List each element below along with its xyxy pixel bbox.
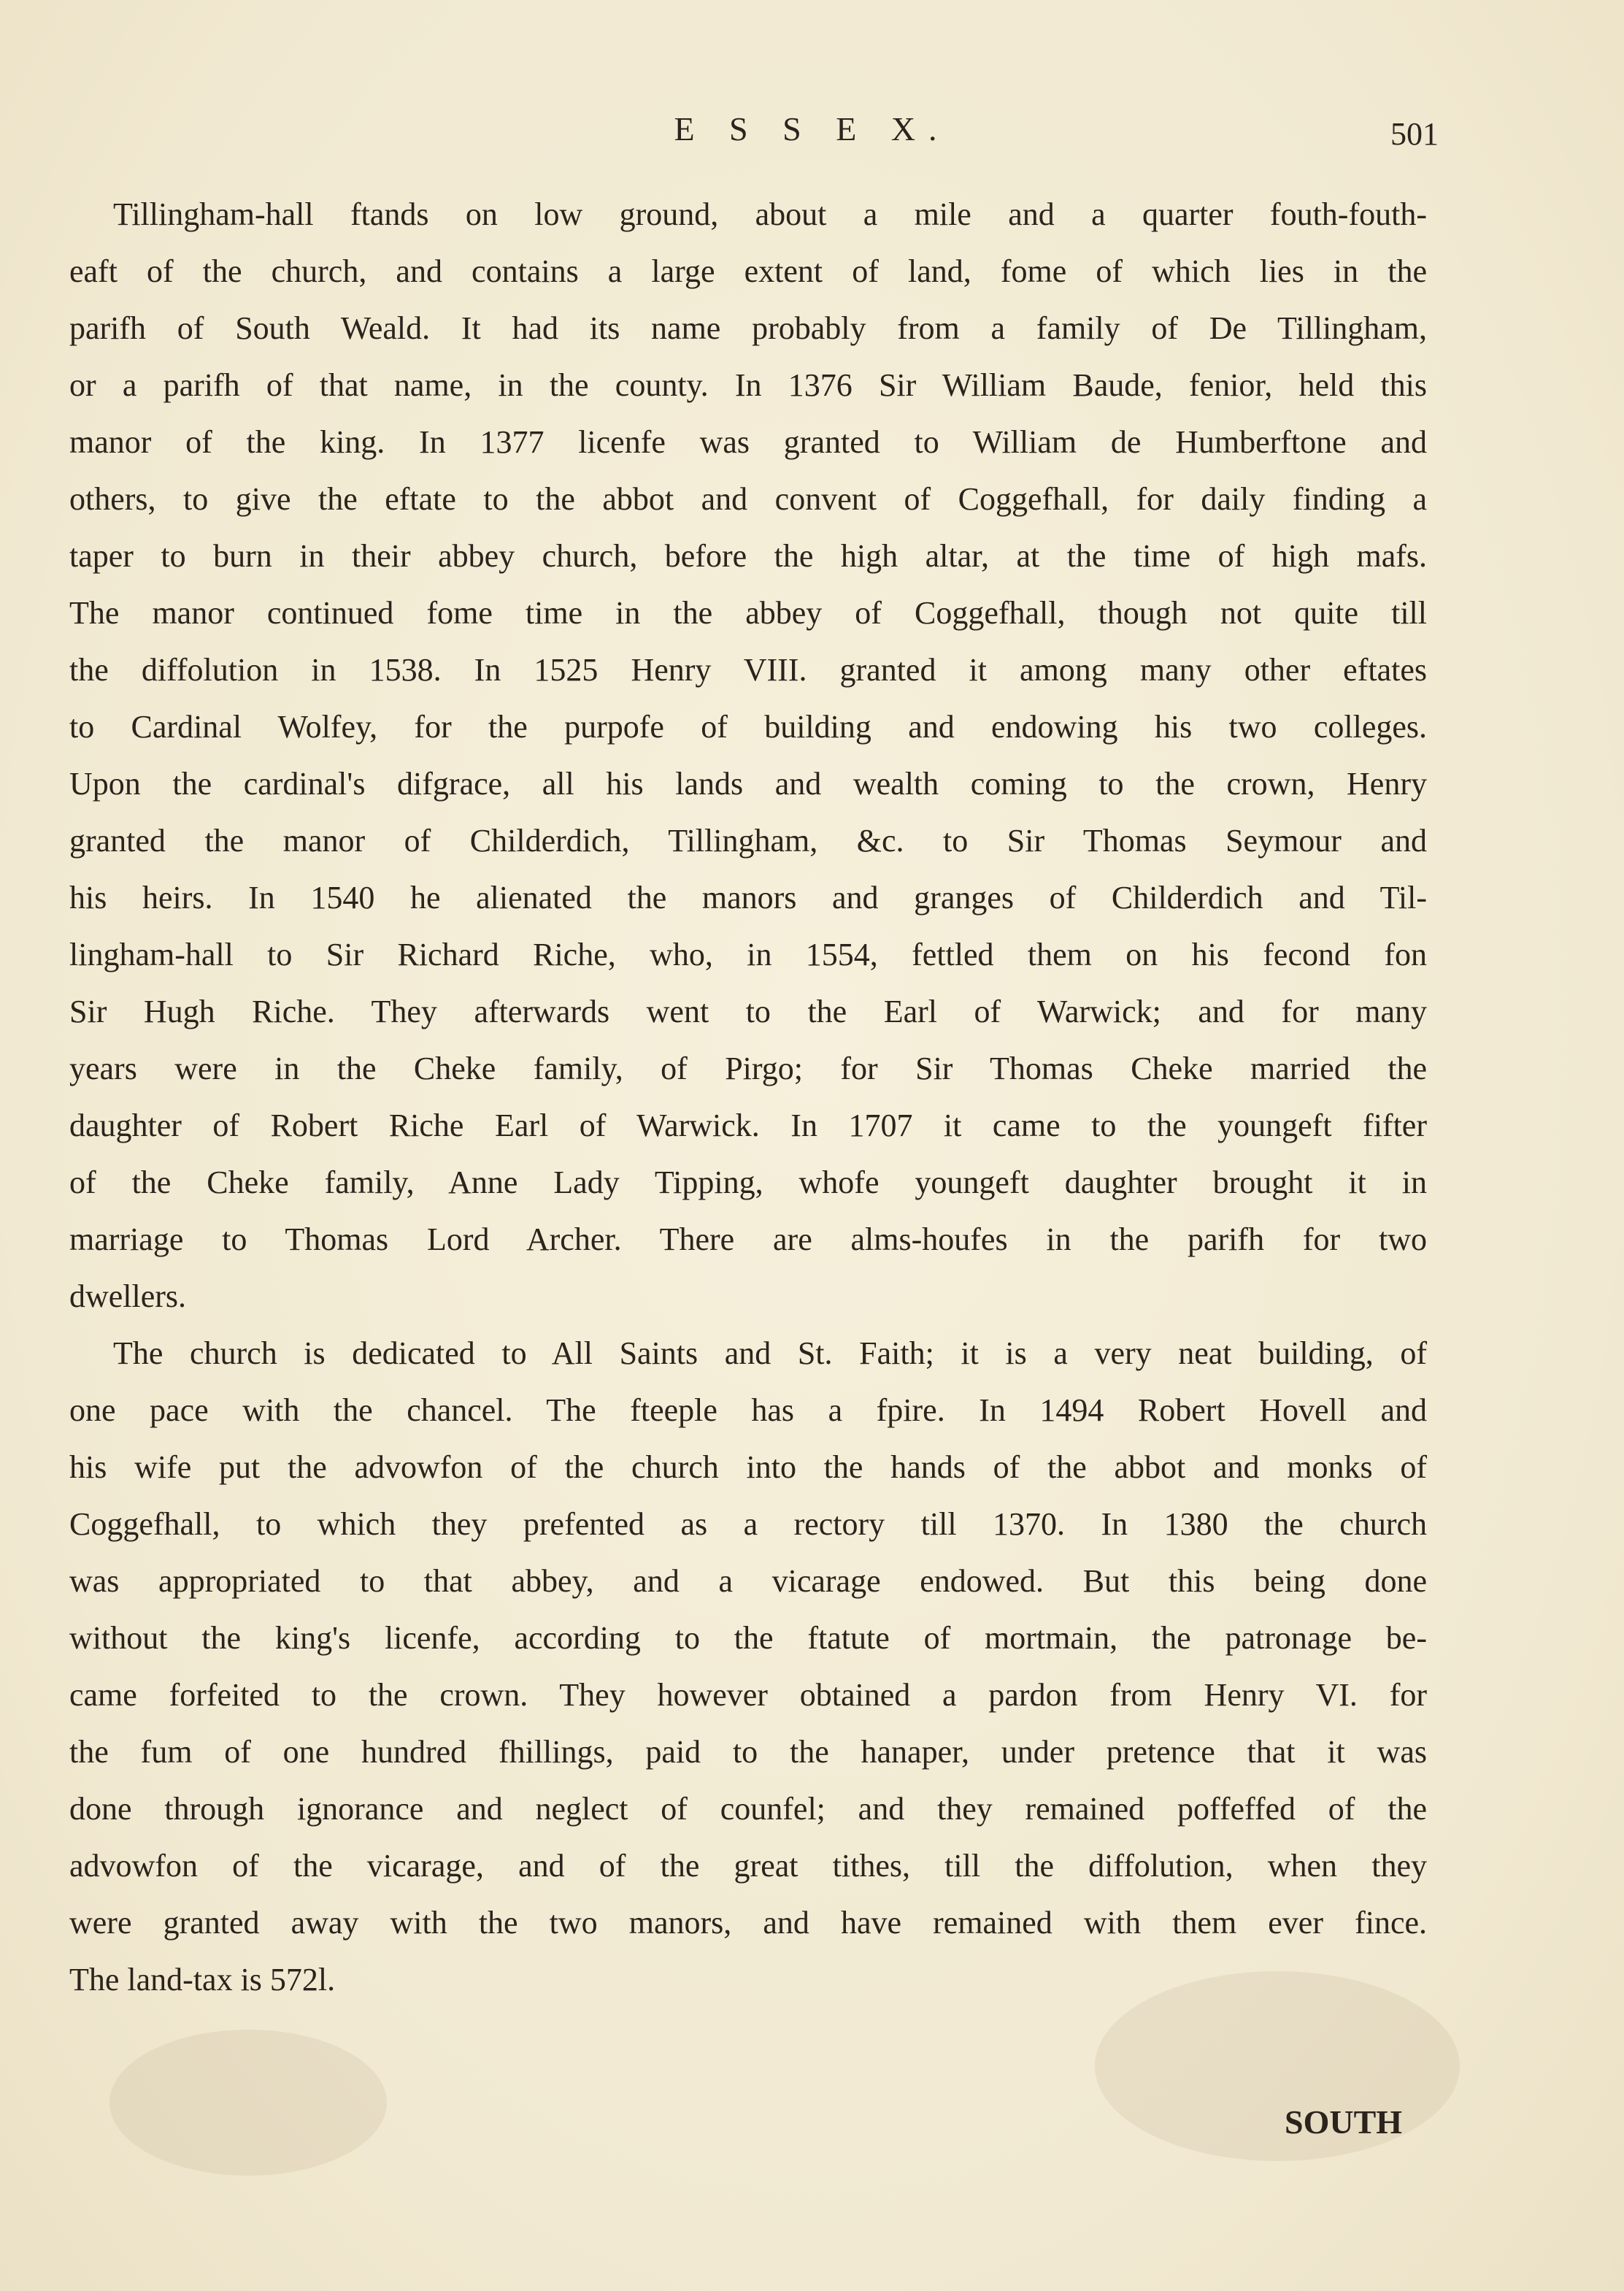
text-line: the fum of one hundred fhillings, paid to the hanaper, under pretence that it was (69, 1734, 1427, 1770)
text-line: eaft of the church, and contains a large extent of land, fome of which lies in the (69, 253, 1427, 289)
text-line: lingham-hall to Sir Richard Riche, who, in 1554, fettled them on his fecond fon (69, 937, 1427, 972)
text-line: were granted away with the two manors, and have remained with them ever fince. (69, 1905, 1427, 1941)
text-line: marriage to Thomas Lord Archer. There are alms-houfes in the parifh for two (69, 1221, 1427, 1257)
paper-stain (109, 2030, 387, 2176)
text-line: years were in the Cheke family, of Pirgo; for Sir Thomas Cheke married the (69, 1051, 1427, 1086)
text-line: granted the manor of Childerdich, Tillingham, &c. to Sir Thomas Seymour and (69, 823, 1427, 859)
running-head: E S S E X. (674, 110, 950, 147)
text-line: Tillingham-hall ftands on low ground, about a mile and a quarter fouth-fouth- (113, 196, 1427, 232)
page-number: 501 (1390, 116, 1439, 152)
text-line: was appropriated to that abbey, and a vicarage endowed. But this being done (69, 1563, 1427, 1599)
text-line: parifh of South Weald. It had its name probably from a family of De Tillingham, (69, 310, 1427, 346)
text-line: dwellers. (69, 1278, 187, 1314)
text-line: taper to burn in their abbey church, before the high altar, at the time of high mafs. (69, 538, 1427, 574)
text-line: one pace with the chancel. The fteeple has a fpire. In 1494 Robert Hovell and (69, 1392, 1427, 1428)
text-line: Coggefhall, to which they prefented as a rectory till 1370. In 1380 the church (69, 1506, 1427, 1542)
text-line: The land-tax is 572l. (69, 1962, 336, 1998)
catchword: SOUTH (1285, 2103, 1403, 2141)
text-line: daughter of Robert Riche Earl of Warwick. In 1707 it came to the youngeft fifter (69, 1108, 1427, 1143)
text-line: to Cardinal Wolfey, for the purpofe of building and endowing his two colleges. (69, 709, 1427, 745)
text-line: Upon the cardinal's difgrace, all his lands and wealth coming to the crown, Henry (69, 766, 1427, 802)
text-line: manor of the king. In 1377 licenfe was granted to William de Humberftone and (69, 424, 1427, 460)
text-line: others, to give the eftate to the abbot and convent of Coggefhall, for daily finding a (69, 481, 1427, 517)
text-line: done through ignorance and neglect of counfel; and they remained poffeffed of the (69, 1791, 1427, 1827)
text-line: or a parifh of that name, in the county. In 1376 Sir William Baude, fenior, held this (69, 367, 1427, 403)
paragraph-2 (69, 1325, 1427, 2008)
text-line: the diffolution in 1538. In 1525 Henry VIII. granted it among many other eftates (69, 652, 1427, 688)
text-line: Sir Hugh Riche. They afterwards went to the Earl of Warwick; and for many (69, 994, 1427, 1029)
paragraph-1 (69, 186, 1427, 1325)
text-line: his wife put the advowfon of the church into the hands of the abbot and monks of (69, 1449, 1427, 1485)
text-line: advowfon of the vicarage, and of the great tithes, till the diffolution, when they (69, 1848, 1427, 1884)
text-line: came forfeited to the crown. They however obtained a pardon from Henry VI. for (69, 1677, 1427, 1713)
text-line: The manor continued fome time in the abbey of Coggefhall, though not quite till (69, 595, 1427, 631)
text-line: without the king's licenfe, according to the ftatute of mortmain, the patronage be- (69, 1620, 1427, 1656)
text-line: of the Cheke family, Anne Lady Tipping, whofe youngeft daughter brought it in (69, 1164, 1427, 1200)
text-line: The church is dedicated to All Saints and St. Faith; it is a very neat building, of (113, 1335, 1427, 1371)
body-text (69, 186, 1427, 2008)
text-line: his heirs. In 1540 he alienated the manors and granges of Childerdich and Til- (69, 880, 1427, 916)
